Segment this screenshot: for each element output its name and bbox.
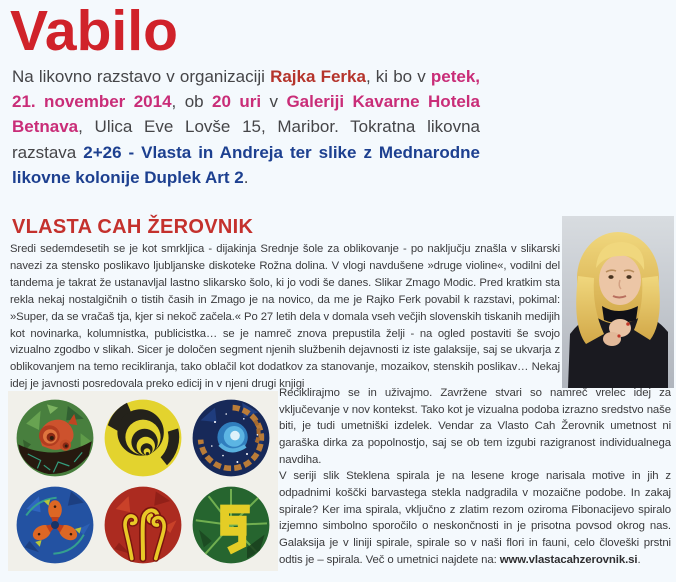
text-segment-blue: 2+26 - Vlasta in Andreja ter slike z Mednarodne likovne kolonije Duplek Art 2	[12, 142, 480, 187]
text-segment-normal: .	[243, 167, 249, 187]
artwork-squirrel-spiral	[15, 398, 95, 478]
artwork-koi-fish-spiral	[15, 485, 95, 565]
artwork-nautilus-spiral	[103, 398, 183, 478]
text-segment-normal: Na likovno razstavo v organizaciji	[12, 67, 271, 86]
text-segment-normal: v	[261, 92, 287, 112]
artwork-pixel-spiral	[191, 485, 271, 565]
artist-bio-continued	[279, 385, 671, 568]
invitation-title: Vabilo	[10, 0, 178, 63]
text-segment-normal: .	[637, 553, 641, 566]
text-segment-red: Rajka Ferka	[270, 67, 366, 86]
artist-name-heading: VLASTA CAH ŽEROVNIK	[12, 216, 254, 238]
invitation-intro	[12, 64, 480, 190]
text-segment-normal: , ki bo v	[365, 67, 431, 86]
text-segment-pink: 20 uri	[212, 92, 262, 112]
text-segment-normal: Reciklirajmo se in uživajmo. Zavržene stvari so namreč vrelec idej za vključevanje v nov kontekst. Tako kot je vizualna podoba izrazno sredstvo naše biti, je tudi umetniški izdelek. Vendar za Vlasto Cah Žerovnik umetnost ni garaška dirka za popolnostjo, saj se ob tem izgubi razigranost individualnega navdiha. V seriji slik Steklena spirala je na lesene kroge narisala motive in jih z odpadnimi koščki barvastega stekla nadgradila v mozaične podobe. In zakaj spirale? Ker ima spirala, vključno z zlatim rezom oziroma Fibonacijevo spiralo izjemno simbolno sporočilo o neskončnosti in je prisotna povsod okrog nas. Galaksija je v liniji spirale, spirale so v naši flori in fauni, celo človeški prstni odtis je – spirala. Več o umetnici najdete na:	[279, 387, 671, 566]
artist-bio-paragraph: Sredi sedemdesetih se je kot smrkljica - dijakinja Srednje šole za oblikovanje - po naključju znašla v slikarski navezi za stensko poslikavo ljubljanske diskoteke Rožna dolina. V vlogi navdušene »druge violine«, vodilni del tandema je takrat že ustanavljal lastno slikarsko šolo, ki jo vodi še danes. Slikar Zmago Modic. Pred kratkim sta rekla nekaj nostalgičnih o tistih časih in Zmago je na novico, da me je Rajko Ferk povabil k razstavi, pokimal: »Super, da se vračaš tja, kjer si nekoč začela.« Po 27 letih dela v domala vseh večjih slovenskih tiskanih medijih kot novinarka, kolumnistka, publicistka… se je namreč znova prepustila želji - na ogled postaviti še svojo vizualno zgodbo v slikah. Sicer je določen segment njenih službenih dejavnosti iz iste galaksije, saj se ukvarja z oblikovanjem na temo recikliranja, tako oblačil kot dodatkov za stanovanje, mozaikov, stenskih poslikav… Nekaj idej je javnosti posredovala preko edicij in v njeni drugi knjigi	[10, 243, 560, 391]
artist-portrait-image	[562, 216, 674, 388]
artwork-fern-curl-spirals	[103, 485, 183, 565]
text-segment-normal: , ob	[171, 92, 213, 112]
text-segment-pink: Galeriji Kavarne Hotela Betnava	[12, 92, 480, 137]
artwork-galaxy-spiral	[191, 398, 271, 478]
text-segment-normal: , Ulica Eve Lovše 15, Maribor. Tokratna likovna razstava	[12, 117, 480, 162]
artworks-grid	[8, 391, 278, 571]
artist-photo	[562, 216, 674, 388]
text-segment-bold: www.vlastacahzerovnik.si	[499, 553, 638, 566]
text-segment-pink: petek, 21. november 2014	[12, 67, 480, 112]
